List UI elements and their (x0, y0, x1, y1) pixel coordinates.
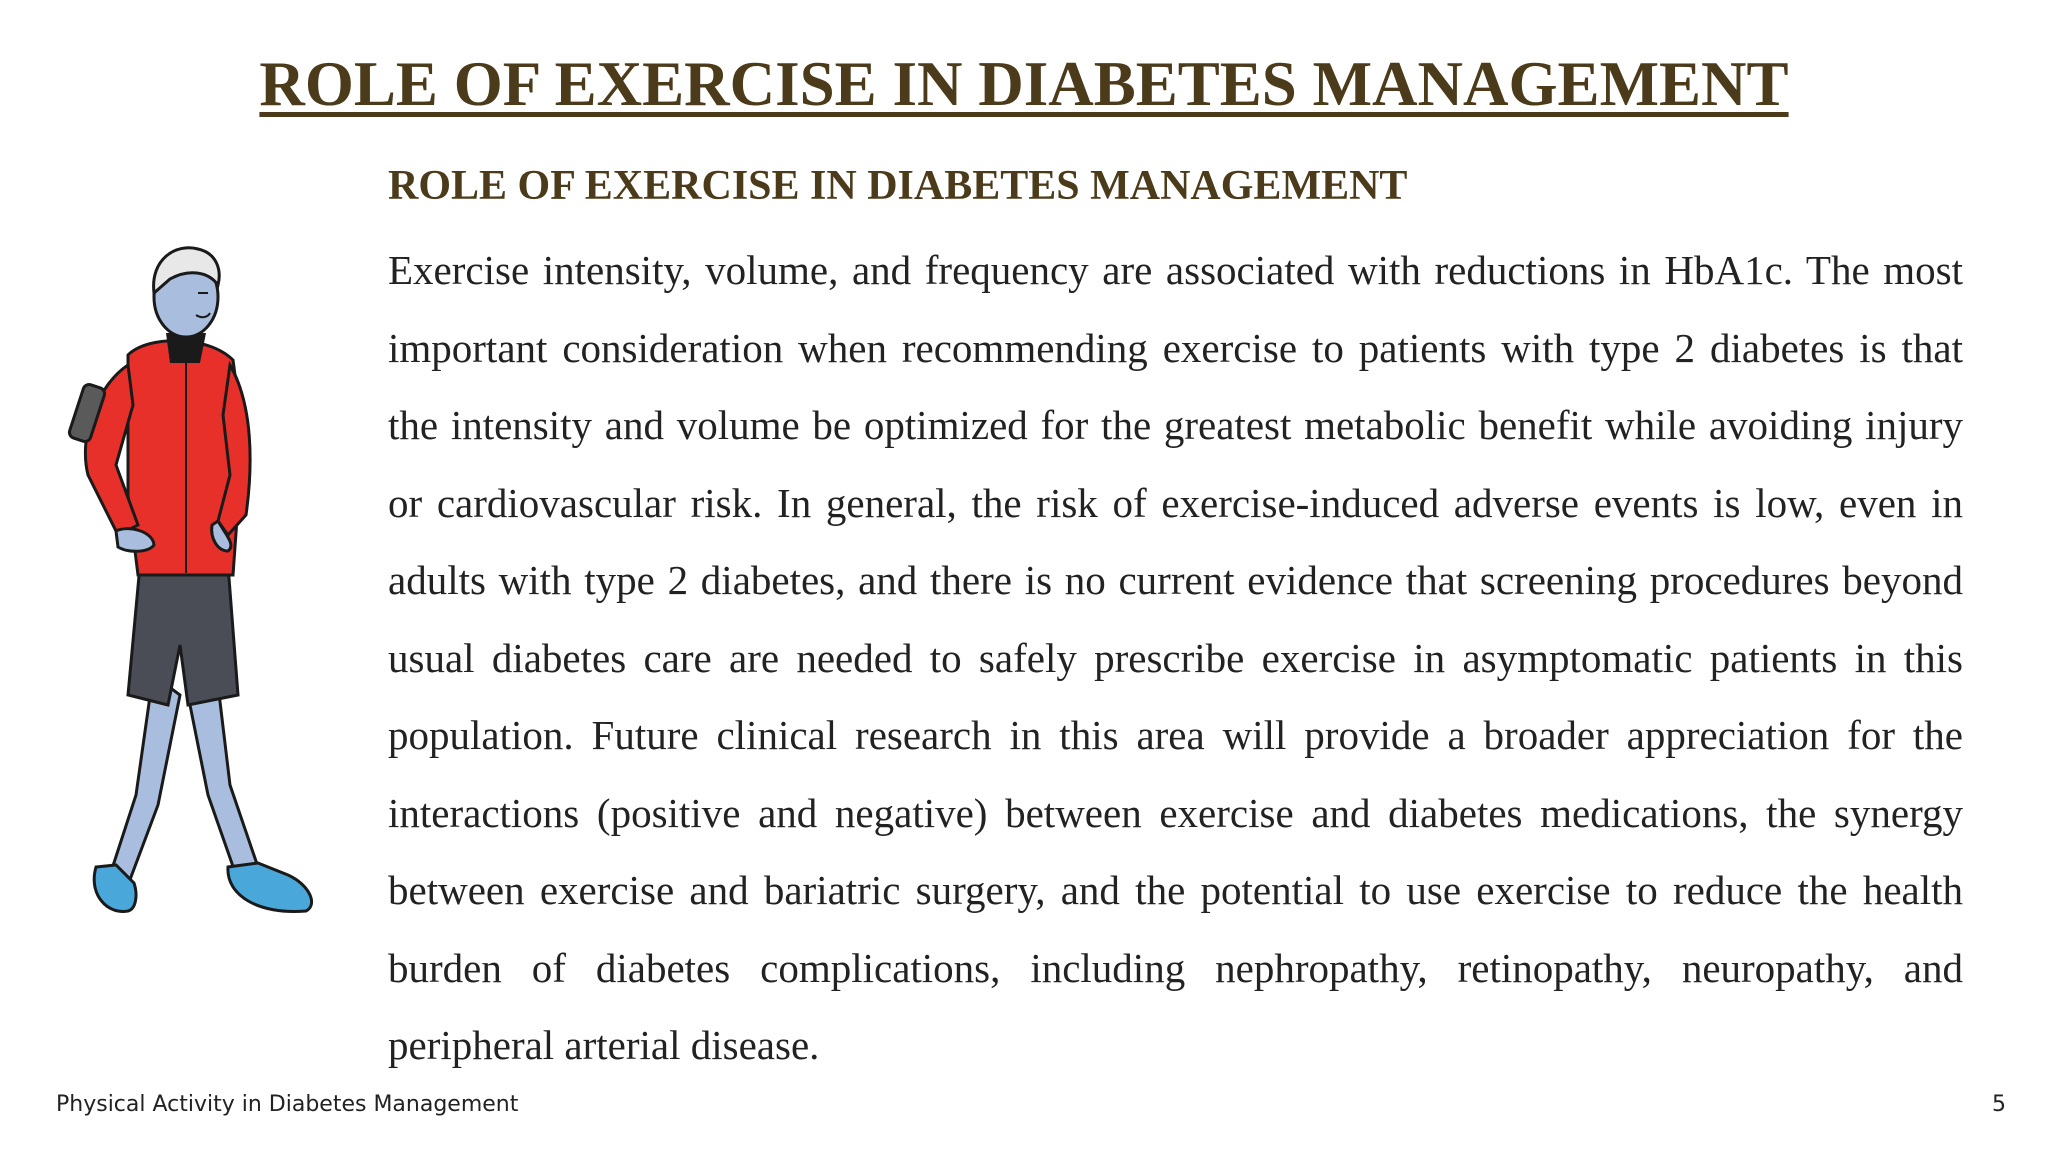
footer-title: Physical Activity in Diabetes Management (56, 1092, 519, 1117)
slide-title-text: ROLE OF EXERCISE IN DIABETES MANAGEMENT (259, 49, 1789, 119)
walking-man-illustration (58, 235, 328, 935)
content-area (388, 158, 1963, 1085)
slide-title (0, 46, 2048, 122)
body-paragraph: Exercise intensity, volume, and frequency are associated with reductions in HbA1c. The most important consideration when recommending exercise to patients with type 2 diabetes is that the intensity and volume be optimized for the greatest metabolic benefit while avoiding injury or cardiovascular risk. In general, the risk of exercise-induced adverse events is low, even in adults with type 2 diabetes, and there is no current evidence that screening procedures beyond usual diabetes care are needed to safely prescribe exercise in asymptomatic patients in this population. Future clinical research in this area will provide a broader appreciation for the interactions (positive and negative) between exercise and diabetes medications, the synergy between exercise and bariatric surgery, and the potential to use exercise to reduce the health burden of diabetes complications, including nephropathy, retinopathy, neuropathy, and peripheral arterial disease. (388, 247, 1963, 1068)
section-heading: ROLE OF EXERCISE IN DIABETES MANAGEMENT (388, 163, 1408, 209)
page-number: 5 (1992, 1092, 2006, 1117)
